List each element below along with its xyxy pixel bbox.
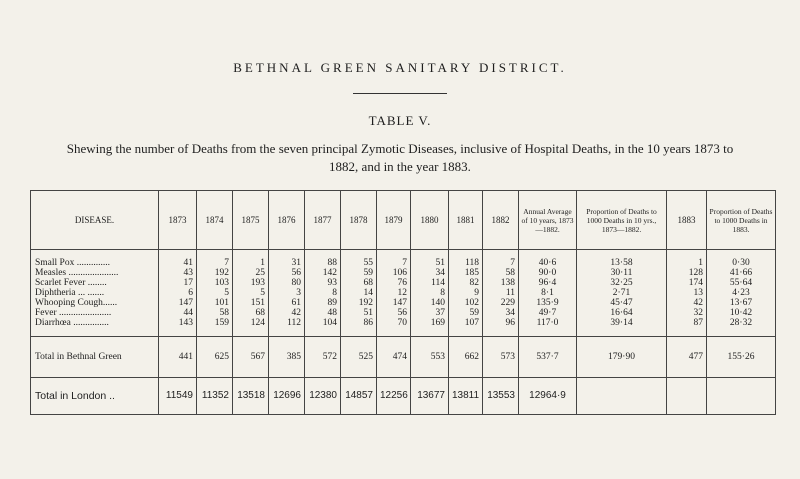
table-row <box>31 278 776 288</box>
year-value: 159 <box>197 318 233 328</box>
year-value: 112 <box>269 318 305 328</box>
year-value: 572 <box>305 337 341 378</box>
year-value: 102 <box>449 298 483 308</box>
year-value: 385 <box>269 337 305 378</box>
year-value: 34 <box>411 268 449 278</box>
year-value: 14857 <box>341 378 377 415</box>
annual-average: 40·6 <box>519 258 577 268</box>
proportion-10yrs: 45·47 <box>577 298 667 308</box>
year-value: 5 <box>233 288 269 298</box>
value-1883: 87 <box>667 318 707 328</box>
year-value: 96 <box>483 318 519 328</box>
disease-name: Measles ..................... <box>31 268 159 278</box>
year-value: 12696 <box>269 378 305 415</box>
col-1875: 1875 <box>233 191 269 250</box>
value-1883: 174 <box>667 278 707 288</box>
col-1882: 1882 <box>483 191 519 250</box>
proportion-1883: 0·30 <box>707 258 776 268</box>
annual-average: 135·9 <box>519 298 577 308</box>
year-value: 11352 <box>197 378 233 415</box>
year-value: 553 <box>411 337 449 378</box>
proportion-10yrs: 32·25 <box>577 278 667 288</box>
proportion-10yrs <box>577 378 667 415</box>
year-value: 44 <box>159 308 197 318</box>
col-1874: 1874 <box>197 191 233 250</box>
table-row <box>31 318 776 328</box>
year-value: 17 <box>159 278 197 288</box>
year-value: 143 <box>159 318 197 328</box>
year-value: 5 <box>197 288 233 298</box>
year-value: 7 <box>197 258 233 268</box>
table-row <box>31 308 776 318</box>
year-value: 8 <box>305 288 341 298</box>
value-1883: 477 <box>667 337 707 378</box>
year-value: 34 <box>483 308 519 318</box>
year-value: 51 <box>411 258 449 268</box>
annual-average: 49·7 <box>519 308 577 318</box>
year-value: 56 <box>377 308 411 318</box>
disease-name: Total in Bethnal Green <box>31 337 159 378</box>
year-value: 151 <box>233 298 269 308</box>
year-value: 80 <box>269 278 305 288</box>
year-value: 11 <box>483 288 519 298</box>
proportion-10yrs: 179·90 <box>577 337 667 378</box>
year-value: 567 <box>233 337 269 378</box>
annual-average: 117·0 <box>519 318 577 328</box>
spacer-row <box>31 328 776 337</box>
year-value: 114 <box>411 278 449 288</box>
deaths-table <box>30 190 776 415</box>
year-value: 7 <box>377 258 411 268</box>
year-value: 441 <box>159 337 197 378</box>
year-value: 138 <box>483 278 519 288</box>
year-value: 662 <box>449 337 483 378</box>
year-value: 41 <box>159 258 197 268</box>
col-1876: 1876 <box>269 191 305 250</box>
annual-average: 8·1 <box>519 288 577 298</box>
year-value: 25 <box>233 268 269 278</box>
year-value: 573 <box>483 337 519 378</box>
year-value: 51 <box>341 308 377 318</box>
table-description: Shewing the number of Deaths from the seven principal Zymotic Diseases, inclusive of Hospital Deaths, in the 10 years 1873 to 1882, and in the year 1883. <box>66 141 734 174</box>
year-value: 89 <box>305 298 341 308</box>
proportion-1883: 41·66 <box>707 268 776 278</box>
year-value: 59 <box>449 308 483 318</box>
year-value: 525 <box>341 337 377 378</box>
value-1883: 32 <box>667 308 707 318</box>
year-value: 142 <box>305 268 341 278</box>
col-1878: 1878 <box>341 191 377 250</box>
value-1883: 128 <box>667 268 707 278</box>
annual-average: 90·0 <box>519 268 577 278</box>
value-1883: 42 <box>667 298 707 308</box>
year-value: 68 <box>233 308 269 318</box>
year-value: 12256 <box>377 378 411 415</box>
table-row <box>31 268 776 278</box>
year-value: 42 <box>269 308 305 318</box>
year-value: 8 <box>411 288 449 298</box>
year-value: 104 <box>305 318 341 328</box>
year-value: 124 <box>233 318 269 328</box>
col-1877: 1877 <box>305 191 341 250</box>
year-value: 107 <box>449 318 483 328</box>
year-value: 12 <box>377 288 411 298</box>
title-rule <box>353 93 447 94</box>
year-value: 43 <box>159 268 197 278</box>
year-value: 229 <box>483 298 519 308</box>
col-1883: 1883 <box>667 191 707 250</box>
disease-name: Small Pox .............. <box>31 258 159 268</box>
disease-name: Diarrhœa ............... <box>31 318 159 328</box>
year-value: 118 <box>449 258 483 268</box>
district-title: BETHNAL GREEN SANITARY DISTRICT. <box>233 60 567 75</box>
year-value: 106 <box>377 268 411 278</box>
value-1883: 1 <box>667 258 707 268</box>
table-row <box>31 298 776 308</box>
value-1883 <box>667 378 707 415</box>
year-value: 55 <box>341 258 377 268</box>
year-value: 147 <box>159 298 197 308</box>
year-value: 13677 <box>411 378 449 415</box>
year-value: 625 <box>197 337 233 378</box>
proportion-1883: 155·26 <box>707 337 776 378</box>
col-1873: 1873 <box>159 191 197 250</box>
year-value: 58 <box>483 268 519 278</box>
value-1883: 13 <box>667 288 707 298</box>
year-value: 86 <box>341 318 377 328</box>
year-value: 56 <box>269 268 305 278</box>
year-value: 37 <box>411 308 449 318</box>
table-body <box>31 250 776 415</box>
year-value: 61 <box>269 298 305 308</box>
header-row <box>31 191 776 250</box>
year-value: 185 <box>449 268 483 278</box>
year-value: 13553 <box>483 378 519 415</box>
col-1880: 1880 <box>411 191 449 250</box>
year-value: 82 <box>449 278 483 288</box>
proportion-1883: 10·42 <box>707 308 776 318</box>
col-disease: DISEASE. <box>31 191 159 250</box>
year-value: 12380 <box>305 378 341 415</box>
year-value: 9 <box>449 288 483 298</box>
annual-average: 537·7 <box>519 337 577 378</box>
year-value: 474 <box>377 337 411 378</box>
year-value: 1 <box>233 258 269 268</box>
spacer-row <box>31 250 776 259</box>
table-row <box>31 288 776 298</box>
disease-name: Fever ...................... <box>31 308 159 318</box>
proportion-10yrs: 16·64 <box>577 308 667 318</box>
year-value: 48 <box>305 308 341 318</box>
year-value: 58 <box>197 308 233 318</box>
col-1879: 1879 <box>377 191 411 250</box>
proportion-10yrs: 13·58 <box>577 258 667 268</box>
year-value: 101 <box>197 298 233 308</box>
annual-average: 12964·9 <box>519 378 577 415</box>
year-value: 14 <box>341 288 377 298</box>
year-value: 169 <box>411 318 449 328</box>
year-value: 13518 <box>233 378 269 415</box>
year-value: 140 <box>411 298 449 308</box>
proportion-1883: 55·64 <box>707 278 776 288</box>
col-annual-average: Annual Average of 10 years, 1873—1882. <box>519 191 577 250</box>
year-value: 59 <box>341 268 377 278</box>
table-row <box>31 258 776 268</box>
year-value: 7 <box>483 258 519 268</box>
annual-average: 96·4 <box>519 278 577 288</box>
year-value: 70 <box>377 318 411 328</box>
total-london-row <box>31 378 776 415</box>
disease-name: Scarlet Fever ........ <box>31 278 159 288</box>
total-bethnal-green-row <box>31 337 776 378</box>
year-value: 93 <box>305 278 341 288</box>
proportion-1883: 28·32 <box>707 318 776 328</box>
proportion-10yrs: 2·71 <box>577 288 667 298</box>
year-value: 193 <box>233 278 269 288</box>
year-value: 147 <box>377 298 411 308</box>
col-1881: 1881 <box>449 191 483 250</box>
proportion-1883: 4·23 <box>707 288 776 298</box>
year-value: 13811 <box>449 378 483 415</box>
disease-name: Total in London .. <box>31 378 159 415</box>
proportion-10yrs: 39·14 <box>577 318 667 328</box>
disease-name: Diphtheria ... ....... <box>31 288 159 298</box>
proportion-1883 <box>707 378 776 415</box>
year-value: 68 <box>341 278 377 288</box>
year-value: 76 <box>377 278 411 288</box>
year-value: 192 <box>341 298 377 308</box>
year-value: 31 <box>269 258 305 268</box>
year-value: 11549 <box>159 378 197 415</box>
table-title: TABLE V. <box>368 113 432 128</box>
proportion-10yrs: 30·11 <box>577 268 667 278</box>
proportion-1883: 13·67 <box>707 298 776 308</box>
disease-name: Whooping Cough...... <box>31 298 159 308</box>
year-value: 3 <box>269 288 305 298</box>
year-value: 6 <box>159 288 197 298</box>
year-value: 103 <box>197 278 233 288</box>
year-value: 88 <box>305 258 341 268</box>
year-value: 192 <box>197 268 233 278</box>
col-proportion-1883: Proportion of Deaths to 1000 Deaths in 1883. <box>707 191 776 250</box>
col-proportion-10yrs: Proportion of Deaths to 1000 Deaths in 10 yrs., 1873—1882. <box>577 191 667 250</box>
